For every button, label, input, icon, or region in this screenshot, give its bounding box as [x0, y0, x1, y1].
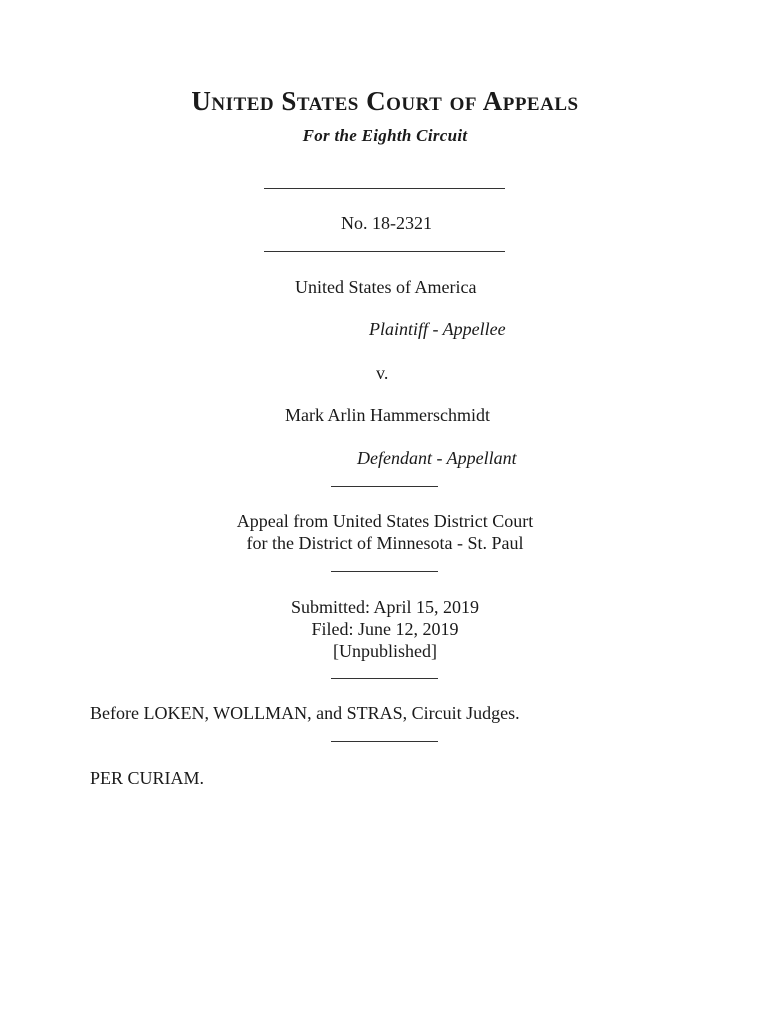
plaintiff-name: United States of America: [295, 277, 477, 297]
case-number: No. 18-2321: [341, 213, 432, 233]
publication-status: [Unpublished]: [333, 641, 437, 661]
appeal-line-2: for the District of Minnesota - St. Paul: [246, 533, 524, 553]
divider-rule: [331, 741, 438, 742]
divider-rule: [264, 188, 505, 189]
divider-rule: [331, 678, 438, 679]
divider-rule: [264, 251, 505, 252]
submitted-date: Submitted: April 15, 2019: [290, 597, 479, 617]
circuit-subtitle: For the Eighth Circuit: [302, 126, 468, 145]
defendant-name: Mark Arlin Hammerschmidt: [285, 405, 490, 425]
divider-rule: [331, 486, 438, 487]
versus-label: v.: [376, 363, 389, 383]
plaintiff-role: Plaintiff - Appellee: [369, 319, 506, 339]
opinion-author: PER CURIAM.: [90, 768, 205, 788]
appeal-line-1: Appeal from United States District Court: [236, 511, 534, 531]
filed-date: Filed: June 12, 2019: [311, 619, 459, 639]
divider-rule: [331, 571, 438, 572]
defendant-role: Defendant - Appellant: [357, 448, 517, 468]
panel-judges: Before LOKEN, WOLLMAN, and STRAS, Circuit Judges.: [90, 703, 520, 723]
court-name: United States Court of Appeals: [191, 86, 579, 116]
